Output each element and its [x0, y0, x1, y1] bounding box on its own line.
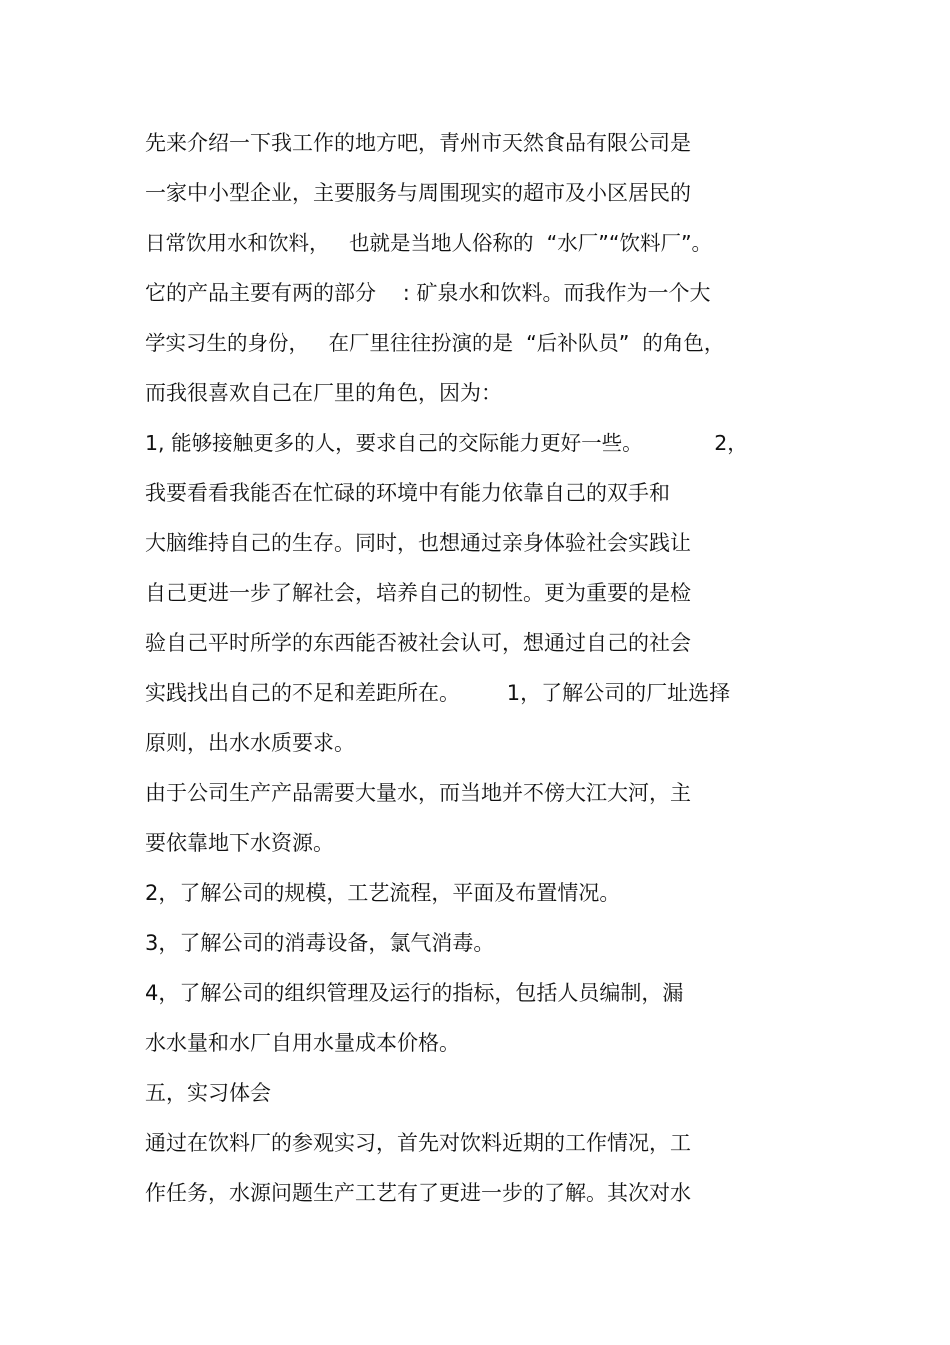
text-line: 一家中小型企业，主要服务与周围现实的超市及小区居民的	[145, 181, 691, 205]
document-body	[145, 118, 835, 1218]
text-line: 4，了解公司的组织管理及运行的指标，包括人员编制，漏	[145, 981, 684, 1005]
text-line: 3，了解公司的消毒设备，氯气消毒。	[145, 931, 495, 955]
text-line: 作任务，水源问题生产工艺有了更进一步的了解。其次对水	[145, 1181, 691, 1205]
text-line: 水水量和水厂自用水量成本价格。	[145, 1031, 460, 1055]
text-line: 先来介绍一下我工作的地方吧，青州市天然食品有限公司是	[145, 131, 691, 155]
text-line: 由于公司生产产品需要大量水，而当地并不傍大江大河，主	[145, 781, 691, 805]
text-line: 实践找出自己的不足和差距所在。 1，了解公司的厂址选择	[145, 681, 731, 705]
text-line: 大脑维持自己的生存。同时，也想通过亲身体验社会实践让	[145, 531, 691, 555]
text-line: 它的产品主要有两的部分 : 矿泉水和饮料。而我作为一个大	[145, 281, 711, 305]
section-heading: 五，实习体会	[145, 1081, 271, 1105]
text-line: 我要看看我能否在忙碌的环境中有能力依靠自己的双手和	[145, 481, 670, 505]
text-line: 而我很喜欢自己在厂里的角色，因为：	[145, 381, 502, 405]
text-line: 通过在饮料厂的参观实习，首先对饮料近期的工作情况，工	[145, 1131, 691, 1155]
text-line: 自己更进一步了解社会，培养自己的韧性。更为重要的是检	[145, 581, 691, 605]
text-line: 日常饮用水和饮料， 也就是当地人俗称的 “水厂”“饮料厂”。	[145, 231, 713, 255]
text-line: 学实习生的身份， 在厂里往往扮演的是 “后补队员” 的角色，	[145, 331, 725, 355]
text-line: 原则，出水水质要求。	[145, 731, 355, 755]
text-line: 2，了解公司的规模，工艺流程，平面及布置情况。	[145, 881, 621, 905]
text-line: 验自己平时所学的东西能否被社会认可，想通过自己的社会	[145, 631, 691, 655]
text-line: 1, 能够接触更多的人，要求自己的交际能力更好一些。 2，	[145, 431, 748, 455]
text-line: 要依靠地下水资源。	[145, 831, 334, 855]
